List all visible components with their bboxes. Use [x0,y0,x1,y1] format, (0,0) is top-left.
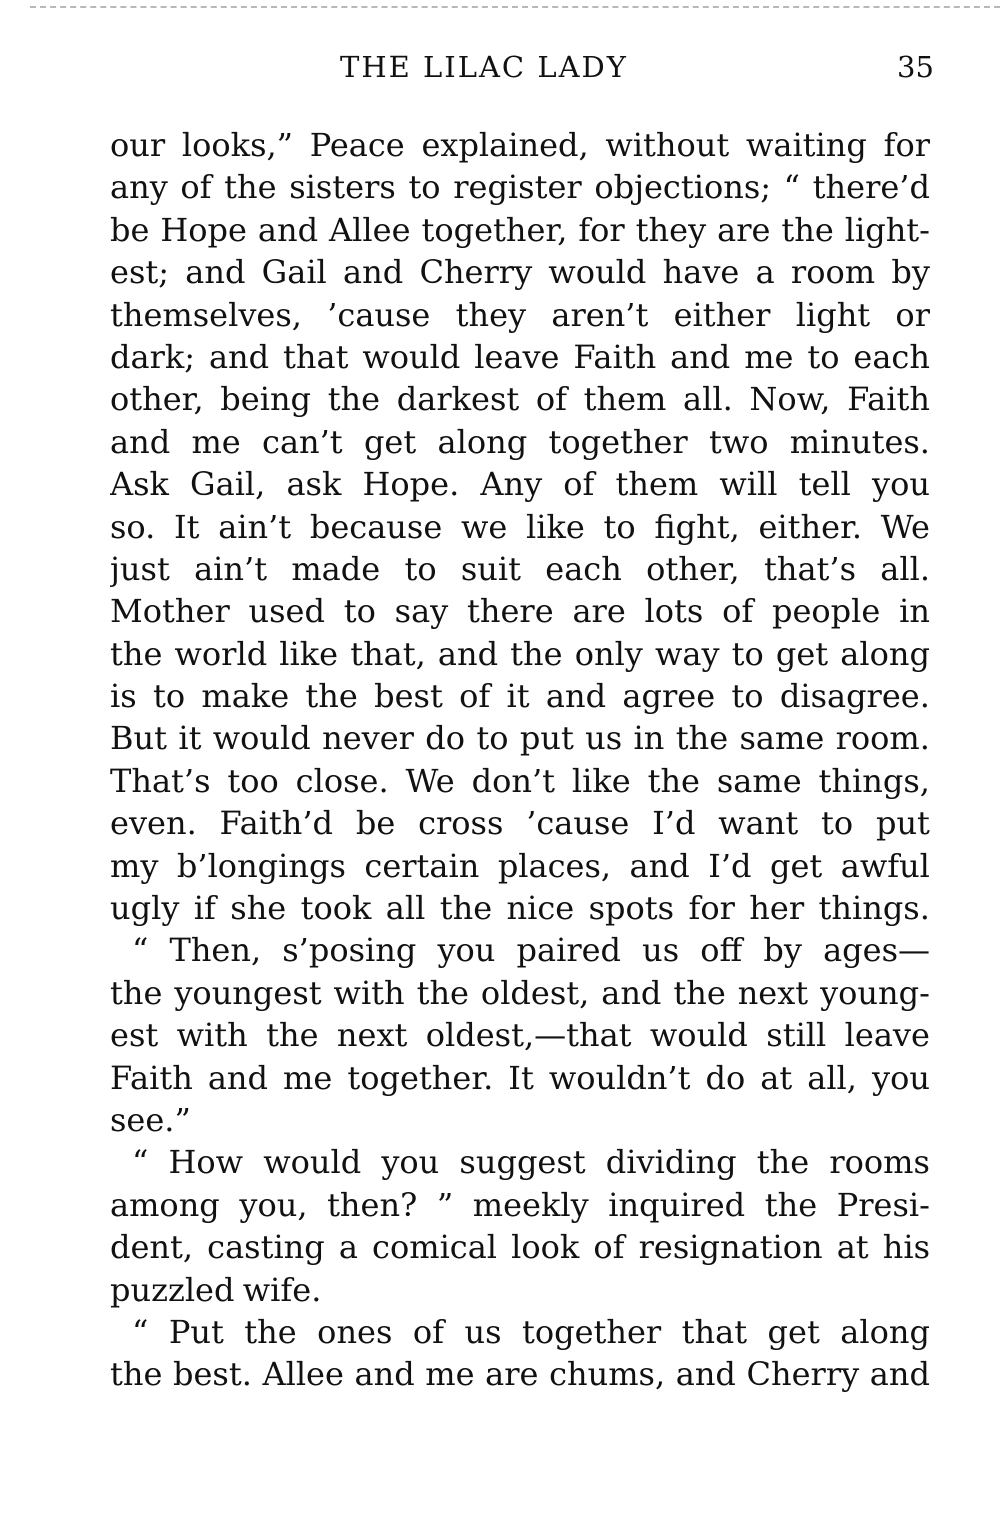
word: suggest [459,1143,586,1182]
word: just [110,549,170,588]
text-line [110,590,930,632]
word: the [224,168,277,207]
word: next [737,973,809,1012]
word: are [717,210,771,249]
word: each [545,549,622,588]
word: because [309,507,443,546]
running-title: THE LILAC LADY [340,50,628,84]
word: Hope [160,210,247,249]
text-line [110,1099,930,1141]
word: two [708,422,769,461]
word: to [343,592,376,631]
word: the [244,1312,297,1351]
word: be [110,210,150,249]
word: wouldn’t [548,1058,691,1097]
word: tell [798,465,851,504]
word: and [675,1355,736,1394]
word: or [895,295,930,334]
word: would [263,1143,362,1182]
word: like [571,761,631,800]
word: to [821,804,854,843]
text-line [110,336,930,378]
word: best. [173,1355,252,1394]
word: chums, [549,1355,666,1394]
text-line [110,1057,930,1099]
word: Hope. [362,465,460,504]
word: Gail, [190,465,266,504]
word: awful [840,846,930,885]
word: of [535,380,567,419]
word: That’s [110,761,211,800]
word: darkest [396,380,520,419]
word: us [642,931,680,970]
word: Faith [847,380,930,419]
word: ages— [823,931,930,970]
word: dividing [605,1143,737,1182]
word: together. [347,1058,494,1097]
word: the [647,761,700,800]
word: rooms [829,1143,930,1182]
word: to [404,549,437,588]
word: in [899,592,930,631]
word: we [460,507,508,546]
word: Presi- [836,1185,930,1224]
text-line [110,166,930,208]
word: “ [132,931,149,970]
word: paired [516,931,622,970]
word: each [853,337,930,376]
word: there [467,592,554,631]
word: lots [644,592,704,631]
word: ugly [110,889,180,928]
word: that, [350,634,426,673]
word: being [220,380,312,419]
word: to [408,168,441,207]
word: for [578,210,625,249]
word: ain’t [194,549,268,588]
body-text [110,124,930,1396]
word: est; [110,253,169,292]
word: I’d [652,804,696,843]
word: light [795,295,871,334]
word: along [840,634,930,673]
word: ’cause [327,295,431,334]
word: How [168,1143,244,1182]
word: and [629,846,690,885]
word: of [180,168,212,207]
word: even. [110,804,197,843]
word: either. [758,507,863,546]
text-line [110,972,930,1014]
text-line [110,1311,930,1353]
text-line [110,717,930,759]
word: you [872,465,930,504]
word: ain’t [218,507,292,546]
word: and [208,337,270,376]
word: people [771,592,881,631]
word: among [110,1185,220,1224]
word: any [110,168,168,207]
word: Now, [749,380,831,419]
word: leave [844,1016,930,1055]
text-line [110,633,930,675]
text-line [110,760,930,802]
word: together [548,422,688,461]
word: to [807,337,840,376]
word: We [880,507,930,546]
word: either [673,295,771,334]
word: register [453,168,582,207]
text-line [110,1269,930,1311]
word: and [343,253,404,292]
word: Gail [261,253,327,292]
word: it [506,677,530,716]
word: Any [480,465,543,504]
word: the [110,1355,163,1394]
word: at [760,1058,793,1097]
word: so. [110,507,156,546]
word: same [739,719,825,758]
word: that’s [764,549,856,588]
text-line [110,209,930,251]
word: is [110,677,137,716]
word: our [110,126,166,164]
word: leave [474,337,560,376]
word: young- [820,973,930,1012]
word: them [615,465,699,504]
word: they [455,295,527,334]
word: It [174,507,200,546]
word: all, [807,1058,857,1097]
word: “ [132,1143,149,1182]
word: waiting [745,126,867,164]
word: look [511,1228,580,1267]
text-line [110,1014,930,1056]
word: you [381,1143,440,1182]
word: minutes. [789,422,930,461]
word: dark; [110,337,196,376]
word: all. [683,380,733,419]
word: can’t [262,422,343,461]
text-line [110,548,930,590]
word: to [603,507,636,546]
word: room. [835,719,930,758]
word: Put [168,1312,224,1351]
word: oldest,—that [425,1016,632,1055]
word: things, [818,761,930,800]
word: close. [295,761,389,800]
word: say [394,592,449,631]
word: a [755,253,775,292]
word: aren’t [551,295,649,334]
text-line [110,929,930,971]
text-line [110,506,930,548]
word: took [300,889,372,928]
word: get [363,422,417,461]
word: ” [436,1185,454,1224]
word: suit [460,549,521,588]
word: for [688,889,735,928]
text-line [110,294,930,336]
word: see.” [110,1100,191,1139]
word: without [605,126,730,164]
text-line [110,1141,930,1183]
word: get [769,846,823,885]
word: in [633,719,665,758]
word: sisters [289,168,396,207]
word: Faith [110,1058,193,1097]
word: the [756,1143,810,1182]
word: never [322,719,414,758]
word: casting [207,1228,325,1267]
word: certain [364,846,480,885]
word: will [719,465,778,504]
word: she [230,889,287,928]
word: But [110,719,167,758]
word: the [510,634,563,673]
word: comical [372,1228,498,1267]
word: looks,” [181,126,294,164]
word: explained, [421,126,589,164]
text-line [110,463,930,505]
word: of [722,592,754,631]
word: and [207,1058,269,1097]
word: b’longings [176,846,346,885]
word: world [174,634,268,673]
word: like [279,634,339,673]
word: don’t [471,761,555,800]
text-line [110,675,930,717]
word: of [563,465,595,504]
word: and [670,337,731,376]
word: the [764,1185,818,1224]
word: with [176,1016,248,1055]
word: do [425,719,466,758]
word: places, [497,846,612,885]
word: us [585,719,623,758]
word: her [749,889,805,928]
word: still [766,1016,827,1055]
text-line [110,124,930,166]
word: best [374,677,443,716]
word: meekly [472,1185,589,1224]
word: me [425,1355,475,1394]
word: the [327,380,381,419]
word: the [305,677,358,716]
word: oldest, [480,973,590,1012]
word: and [437,634,499,673]
word: only [574,634,643,673]
word: ask [286,465,342,504]
word: they [635,210,707,249]
word: same [716,761,802,800]
word: fight, [654,507,740,546]
word: the [110,973,163,1012]
word: wife. [242,1270,322,1309]
word: that [681,1312,748,1351]
text-line [110,887,930,929]
word: put [519,719,574,758]
word: nice [506,889,575,928]
word: the [439,889,493,928]
word: used [248,592,325,631]
word: together [521,1312,662,1351]
word: “ [783,168,801,207]
word: and [257,210,319,249]
word: and [869,1355,930,1394]
word: Ask [110,465,169,504]
word: Allee [329,210,411,249]
text-line [110,1184,930,1226]
word: all. [880,549,930,588]
text-line [110,251,930,293]
word: like [525,507,585,546]
word: then? [327,1185,418,1224]
word: them [583,380,667,419]
word: Faith [573,337,657,376]
text-line [110,1226,930,1268]
word: all [385,889,426,928]
word: of [412,1312,444,1351]
word: youngest [174,973,322,1012]
word: by [891,253,930,292]
word: have [662,253,740,292]
word: Mother [110,592,230,631]
word: his [882,1228,930,1267]
word: Cherry [746,1355,860,1394]
word: I’d [708,846,752,885]
word: disagree. [779,677,930,716]
word: along [840,1312,930,1351]
word: We [405,761,455,800]
word: if [193,889,216,928]
word: and [601,973,662,1012]
word: to [476,719,509,758]
word: you [437,931,496,970]
word: ones [317,1312,393,1351]
word: agree [622,677,716,716]
word: way [654,634,720,673]
word: “ [132,1312,149,1351]
text-line [110,1353,930,1395]
word: and [185,253,246,292]
word: would [649,1016,748,1055]
word: cross [418,804,504,843]
word: Then, [169,931,262,970]
word: and [110,422,171,461]
word: for [883,126,930,164]
word: that [283,337,349,376]
word: at [836,1228,869,1267]
word: would [548,253,647,292]
word: us [464,1312,502,1351]
word: with [333,973,405,1012]
word: resignation [638,1228,823,1267]
word: get [775,634,829,673]
word: Faith’d [219,804,334,843]
word: my [110,846,159,885]
word: be [355,804,396,843]
word: dent, [110,1228,194,1267]
word: of [593,1228,625,1267]
word: want [718,804,799,843]
text-line [110,845,930,887]
word: the [673,973,726,1012]
word: Cherry [419,253,533,292]
word: are [485,1355,539,1394]
page-number: 35 [897,50,934,84]
word: by [763,931,802,970]
word: do [705,1058,746,1097]
word: the [416,973,469,1012]
word: and [545,677,607,716]
word: put [875,804,930,843]
word: you, [239,1185,308,1224]
word: and [354,1355,415,1394]
text-line [110,802,930,844]
text-line [110,378,930,420]
word: the [675,719,729,758]
word: made [291,549,381,588]
word: are [572,592,626,631]
word: other, [646,549,740,588]
word: things. [818,889,930,928]
word: make [201,677,290,716]
word: s’posing [282,931,417,970]
word: get [767,1312,820,1351]
word: light- [844,210,930,249]
word: me [744,337,794,376]
word: next [336,1016,408,1055]
word: inquired [608,1185,746,1224]
word: other, [110,380,204,419]
text-line [110,421,930,463]
word: to [731,634,764,673]
word: it [178,719,202,758]
word: to [731,677,764,716]
word: the [266,1016,319,1055]
word: along [437,422,528,461]
word: of [459,677,491,716]
word: Allee [262,1355,344,1394]
word: objections; [594,168,772,207]
word: me [283,1058,333,1097]
word: too [227,761,279,800]
word: off [700,931,743,970]
word: a [338,1228,358,1267]
word: room [790,253,876,292]
word: to [152,677,186,716]
word: themselves, [110,295,302,334]
word: together, [421,210,568,249]
word: est [110,1016,159,1055]
word: would [362,337,461,376]
word: you [871,1058,930,1097]
word: Peace [309,126,405,164]
scan-edge-rule [30,6,1000,8]
word: me [191,422,241,461]
word: would [212,719,311,758]
word: It [508,1058,534,1097]
word: the [781,210,834,249]
word: ’cause [526,804,630,843]
word: spots [588,889,675,928]
word: puzzled [110,1270,235,1309]
word: there’d [812,168,930,207]
word: the [110,634,163,673]
